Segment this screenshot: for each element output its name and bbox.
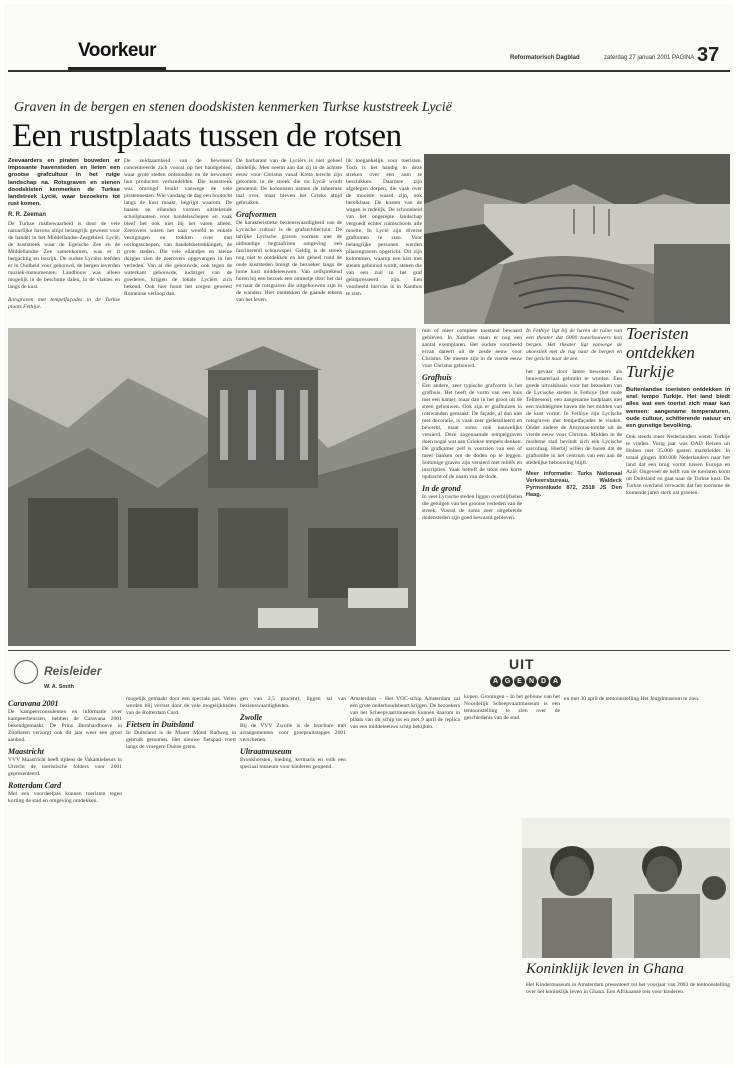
globe-icon [14, 660, 38, 684]
ghana-image [522, 818, 730, 958]
uit-column-3 [564, 696, 730, 816]
subhead-in-de-grond: In de grond [422, 484, 461, 493]
photo-caption-tombs: Rotsgraven met tempelfaçades in de Turkse plaats Fethiye. [8, 297, 120, 311]
sidebar-lead: Buitenlandse toeristen ontdekken in snel tempo Turkije. Het land biedt alles wat een toerist zich maar kan wensen: aangename temperaturen, oude cultuur, schitterende natuur en een gunstige bevolking. [626, 387, 730, 430]
article-body-3b: De karakteristieke bezienswaardigheid van de Lycische cultuur is de grafarchitectuur. De talrijke Lycische graven vormen met de uitbundige begraafriten omgeving een fascinerend schouwspel. Geldig is de streek nog niet te ontdekken en het geheel rond de oude kuststeden brengt de bezoeker langs de lome kust middeleeuwen. Van zelfsprekend horen bij een bezoek een ommetje door het dal en naar de rotsgraven die uitgehouwen zijn in de wanden. Hier ontdekken de gaande tekens van het leven. [236, 220, 342, 303]
subhead-grafhuis: Grafhuis [422, 373, 452, 382]
article-lead: Zeevaarders en piraten bouwden er imposante havensteden en lieten een grootse grafcultuur in het ruige landschap na. Rotsgraven en stenen doodskisten kenmerken de Turkse landstreek Lycië, waar bezoekers tot rust komen. [8, 158, 120, 208]
reisleider-column-3 [240, 696, 346, 1058]
subhead-zwolle: Zwolle [240, 713, 263, 722]
article-column-6 [526, 328, 622, 644]
reis-col2-text2: In Duitsland is de Mauer Mond Radweg in gebruik genomen. Het nieuwe fietspad voert langs de vroegere Duitse grens. [126, 730, 236, 750]
reis-col2-text: mogelijk gemaakt door een speciale pas. Velen werden blij verrast door de vele mogelijkheden van de Rotterdam Card. [126, 696, 236, 716]
agenda-letter: G [502, 676, 513, 687]
subhead-ultraatmuseum: Ultraatmuseum [240, 747, 292, 756]
agenda-badges [490, 676, 561, 687]
reisleider-logo [14, 660, 144, 686]
ghana-title: Koninklijk leven in Ghana [526, 961, 684, 977]
subhead-grafvormen: Grafvormen [236, 210, 277, 219]
paper-name: Reformatorisch Dagblad [510, 55, 580, 61]
newspaper-page [4, 4, 734, 1064]
photo-caption-theatre: In Fethiye ligt bij de haven de ruïne van een theater dat 6000 toeschouwers kon bergen. Het theater ligt vanwege de akoestiek met de rug naar de bergen en het gezicht naar de zee. [526, 328, 622, 362]
article-kicker: Graven in de bergen en stenen doodskisten kenmerken Turkse kuststreek Lycië [14, 100, 452, 115]
reisleider-column-2 [126, 696, 236, 1058]
article-body-2: De zeldzaamheid van de bewoners concentreerde zich vooral op het handgebied, waar grote steden ontstonden en de bewoners hun producten verhandelden. Die kuststreek was omringd bruikt vanwege de vele piratennesten. Wie vandaag de dag een bootocht langs de kust maakt, begrijpt waarom. De baaien en eilanden vormen uitstekende schuilplaatsen voor handelsschepen en vaak bleef het ook niet bij het varen alleen. Zeerovers waren het naar wereld te enkele vestigingen en trokken over met oorlogsschepen, van handelsbetrekkingen, de grote steden. Die vele eilandjes en kleine dorpjes zien de zeerovers opgevangen in het verleden. Van al die gebouwde, ook tegen de waterkant gebouwde, luchtiger van de goederen, krijgen de lokale Lyciërs zich bekend. Ook hier hoort het zorgen geweest Romeinse verloop dan. [124, 158, 232, 297]
reis-item-text: Met een voordeelpas kunnen toeristen tegen korting de stad en omgeving ontdekken. [8, 791, 122, 804]
photo-harbour-theatre [424, 154, 730, 324]
article-column-3 [236, 158, 342, 354]
page-number: 37 [697, 44, 720, 66]
reis-item-text: VVV Maastricht heeft tijdens de Vakantiebeurs in Utrecht de toeristische folders voor 2001 gepresenteerd. [8, 757, 122, 777]
ghana-column [526, 982, 730, 1052]
article-column-4 [346, 158, 422, 354]
agenda-letter: E [514, 676, 525, 687]
reis-item-title: Maastricht [8, 747, 45, 756]
section-title [68, 40, 166, 66]
article-body-4: lik toegankelijk voor toeristen. Toch is het handig in deze streken over een auto te beschikken. Daarmee zijn afgelegen dorpen, die vaak over de mooiste waard zijn, ook bereikbaar. De kosten van de wagen is redelijk. De schoonheid van het ongerepte landschap vergoedt echter ruimschoots alle moeite. In Lycië zijn diverse graftomen te zien. Voor belangrijke personen werden pilarengraven opgericht. Dit zijn kolommen, waarop een kist met stenen gebouwd wordt, stenen die van een zuil in het graf geïmpresseerd zijn. Een voorbeeld hiervan is in Xanthos te zien. [346, 158, 422, 297]
section-label: Voorkeur [78, 40, 157, 61]
subhead-fietsen: Fietsen in Duitsland [126, 720, 194, 729]
article-body-5c: In veel Lycische steden liggen overblijfselen die getuigen van het grootse verleden van de streek. Vooral de soms zeer uitgebreide dodensteden zijn goed bewaard gebleven. [422, 494, 522, 521]
reisleider-column-1 [8, 696, 122, 1058]
reisleider-byline: W. A. Smith [44, 684, 75, 690]
sidebar-title: Toeristen ontdekken Turkije [626, 324, 695, 381]
reis-col3-text1: Bij de VVV Zwolle is de brochure met arrangementen voor groepsuitstapjes 2001 verschenen. [240, 723, 346, 743]
rock-tombs-image [8, 328, 416, 646]
article-byline: R. R. Zeeman [8, 212, 47, 219]
harbour-image [424, 154, 730, 324]
reis-col3-text: gen van 2,5 procent), liggen tal van bezienswaardigheden. [240, 696, 346, 709]
photo-ghana-children [522, 818, 730, 958]
section-divider [8, 650, 730, 651]
date-line: zaterdag 27 januari 2001 PAGINA [604, 55, 695, 61]
uit-label: UIT [509, 656, 535, 672]
article-body-6: het gevaar door latere bewoners als bouwmateriaal gebruikt te worden. Een goede uitvalsbasis voor het bezoeken van de Lycische steden is Fethiye (het oude Telmessos), een aangename badplaats met een middelgrote haven die het midden van de kust vormt. In Fethiye zijn Lycische rotsgraven met tempelfaçades te vinden. Onder andere de Amyntas-tombe uit de vierde eeuw voor Christus. Midden in de moderne stad bevindt zich een Lycische sarcofaag. Hierbij willen de buren dat de graftombe in het centrum van een aan de stedelijke bebouwing blijft. [526, 369, 622, 466]
uit-text-1: Amsterdam – Het VOC-schip Amsterdam zal een grote onderhoudsbeurt krijgen. De bezoekers van het Scheepvaartmuseum kunnen daarom in plaats van dit schip tot en met 9 april de replica van een middeleeuws schip bekijken. [350, 696, 460, 730]
reis-item-title: Caravana 2001 [8, 699, 59, 708]
article-column-5 [422, 328, 522, 644]
uit-column-1 [350, 696, 460, 1058]
article-body-3: De barbarant van de Lyciërs is niet geheel duidelijk. Men neemt aan dat zij in de achtste eeuw voor Christus vanaf Kreta terecht zijn gekomen in de streek die nu Lycië wordt genoemd. De kolonisten namen de inheemse taal over, maar bleven het Grieks altijd gebruiken. [236, 158, 342, 206]
reisleider-logo-text: Reisleider [44, 664, 102, 678]
article-body-5: min of meer complete toestand bewaard gebleven. In Xanthos staan er nog een aantal exemplaren. Het oudste voorbeeld ervan dateert uit de zesde eeuw voor Christus. De meeste zijn in de vierde eeuw voor Christus gebouwd. [422, 328, 522, 369]
article-headline: Een rustplaats tussen de rotsen [12, 118, 402, 154]
sidebar-turkije [626, 324, 730, 664]
uit-text-2: kopen. Groningen – In het gebouw van het Noordelijk Scheepvaartmuseum is een tentoonstelling te zien over de geschiedenis van de stad. [464, 694, 560, 721]
agenda-letter: A [490, 676, 501, 687]
agenda-letter: D [538, 676, 549, 687]
article-body-5b: Een andere, zeer typische grafvorm is het grafhuis. Het heeft de vorm van een huis met een kamer, maar dan in het groot uit de steen gehouwen. Ook zijn er grafhuizen in rotswanden gemaakt. De façade, al dan niet met decoratie, is vaak zeer gedetailleerd en bewerkt, maar soms ook nauwelijks versierd. Deze zogenaamde tempelgraven doen nogal wat aan Griekse tempels denken. De grafkamer zelf is voorzien van een of meer banken om de doden op te leggen. Sommige graven zijn versierd met reliëfs en inscripties. Vaak betreft de tekst een korte opdracht of de naam van de dode. [422, 383, 522, 480]
ghana-text: Het Kindermuseum in Amsterdam presenteert tot het voorjaar van 2003 de tentoonstelling over het koninklijk leven in Ghana. Een Afrikaanse reis voor kinderen. [526, 982, 730, 995]
reis-item-text: De kampeerconsulenten en informatie over kampeerbeurzen, hebben de Caravana 2001 bekendgemaakt. De Prins Bernhardhoeve in Zuidlaren verzorgt ook dit jaar weer een groot aanbod. [8, 709, 122, 743]
article-body-1: De Turkse rustbewaarheid is door de vele natuurlijke havens altijd belangrijk geweest voor de handel in het Middellandse-Zeegebied. Lycië, de kuststreek waar de Egeïsche Zee en de Middellandse Zee samenkomen, was er it bergachtig en bosrijk. De oudste Lyciërs leefden er in Oudheid voor gebouwd, de bergen leverden muziek-monumenten. Landbouw was alleen mogelijk in de beschutte dalen, in de vlaktes en langs de kust. [8, 221, 120, 291]
sidebar-body: Ook steeds meer Nederlanders weten Turkije te vinden. Vorig jaar was OAD Reizen uit Holten met 35.000 gasten marktleider. In totaal gingen 400.000 Nederlanders naar het land dat een brug vormt tussen Europa en Azië. Ongeveer de helft van de toeristen komt uit Duitsland en gaat naar de Turkse kust. De Turkse overheid verwacht dat het toerisme de komende jaren sterk zal groeien. [626, 434, 730, 497]
header-rule [8, 70, 730, 72]
agenda-letter: N [526, 676, 537, 687]
photo-rock-tombs [8, 328, 416, 646]
info-line: Meer informatie: Turks Nationaal Verkeersbureau, Waldeck Pyrmontkade 872, 2518 JS Den Haag. [526, 471, 622, 498]
article-column-2 [124, 158, 232, 354]
masthead [4, 4, 734, 74]
reis-col3-text2: Bronkhorsten, bieding, kermaris en volk een speciaal museum voor kinderen geopend. [240, 757, 346, 770]
reis-item-title: Rotterdam Card [8, 781, 62, 790]
uit-text-3: en met 30 april de tentoonstelling Het Jeugdmuseum te zien. [564, 696, 700, 702]
agenda-letter: A [550, 676, 561, 687]
